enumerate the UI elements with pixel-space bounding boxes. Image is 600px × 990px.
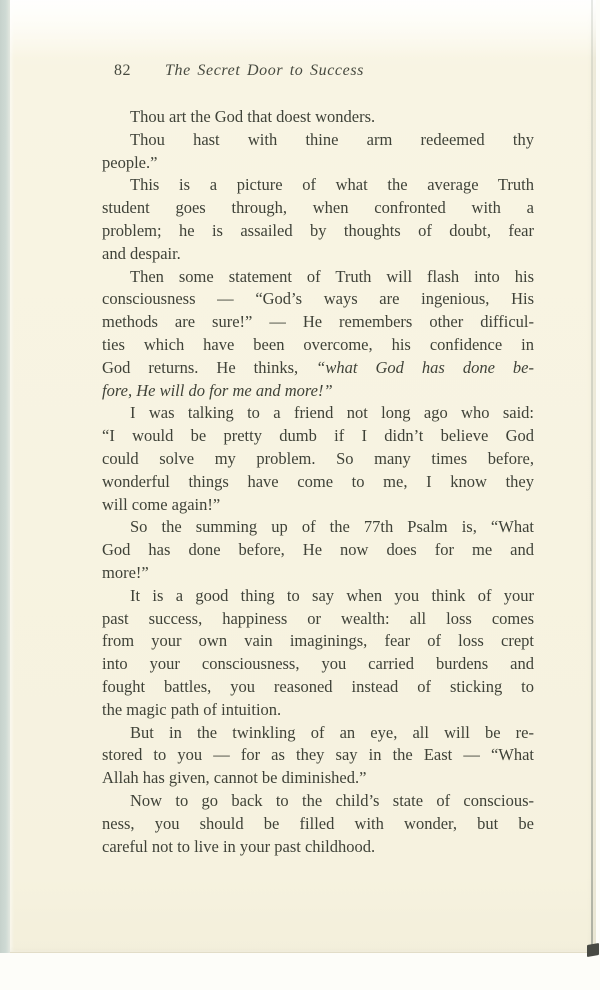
- text-line: [102, 266, 534, 289]
- paragraph: [102, 516, 534, 584]
- text-segment: Then some statement of Truth will flash into his: [130, 266, 534, 286]
- text-segment: This is a picture of what the average Truth: [130, 175, 534, 195]
- text-segment: past success, happiness or wealth: all loss comes: [102, 608, 534, 628]
- text-line: [102, 243, 534, 266]
- text-segment: and despair.: [102, 243, 181, 263]
- running-title: The Secret Door to Success: [165, 62, 364, 79]
- text-line: [102, 334, 534, 357]
- text-segment: Thou hast with thine arm redeemed thy: [130, 129, 534, 149]
- text-segment: the magic path of intuition.: [102, 699, 282, 719]
- text-line: [102, 425, 534, 448]
- body-text: [102, 106, 534, 858]
- text-line: [102, 585, 534, 608]
- book-page: [10, 0, 596, 953]
- text-line: [102, 790, 534, 813]
- text-line: [102, 471, 534, 494]
- text-segment: more!”: [102, 562, 149, 582]
- italic-text-segment: “what God has done be-: [316, 357, 534, 377]
- text-line: [102, 608, 534, 631]
- text-line: [102, 722, 534, 745]
- paragraph: [102, 129, 534, 175]
- text-line: [102, 836, 534, 859]
- text-segment: But in the twinkling of an eye, all will be re-: [130, 722, 534, 742]
- paragraph: [102, 174, 534, 265]
- text-line: [102, 630, 534, 653]
- text-segment: people.”: [102, 152, 158, 172]
- text-line: [102, 402, 534, 425]
- text-segment: God has done before, He now does for me and: [102, 540, 534, 560]
- text-line: [102, 197, 534, 220]
- text-line: [102, 676, 534, 699]
- text-segment: will come again!”: [102, 494, 221, 514]
- text-line: [102, 699, 534, 722]
- text-segment: problem; he is assailed by thoughts of doubt, fear: [102, 220, 534, 240]
- text-segment: Allah has given, cannot be diminished.”: [102, 768, 367, 788]
- text-segment: consciousness — “God’s ways are ingenious, His: [102, 289, 534, 309]
- text-segment: Now to go back to the child’s state of conscious-: [130, 790, 534, 810]
- paragraph: [102, 106, 534, 129]
- text-line: [102, 494, 534, 517]
- page-header: [114, 62, 546, 80]
- text-line: [102, 562, 534, 585]
- text-segment: God returns. He thinks,: [102, 357, 317, 377]
- text-line: [102, 539, 534, 562]
- paragraph: [102, 266, 534, 403]
- text-line: [102, 380, 534, 403]
- text-line: [102, 813, 534, 836]
- text-segment: fought battles, you reasoned instead of sticking to: [102, 676, 534, 696]
- italic-text-segment: fore, He will do for me and more!”: [102, 380, 333, 400]
- paragraph: [102, 722, 534, 790]
- paragraph: [102, 402, 534, 516]
- scanner-edge-strip: [0, 0, 10, 953]
- text-line: [102, 152, 534, 175]
- text-segment: stored to you — for as they say in the East — “What: [102, 745, 534, 765]
- scan-corner-mark: [587, 943, 599, 957]
- text-line: [102, 220, 534, 243]
- text-segment: student goes through, when confronted with a: [102, 198, 534, 218]
- paragraph: [102, 585, 534, 722]
- paragraph: [102, 790, 534, 858]
- text-line: [102, 129, 534, 152]
- text-line: [102, 311, 534, 334]
- text-segment: ties which have been overcome, his confidence in: [102, 334, 534, 354]
- text-line: [102, 767, 534, 790]
- text-segment: could solve my problem. So many times before,: [102, 448, 534, 468]
- text-segment: Thou art the God that doest wonders.: [130, 107, 376, 126]
- text-segment: So the summing up of the 77th Psalm is, “What: [130, 517, 534, 537]
- page-number: 82: [114, 62, 131, 79]
- page-edge-shadow: [591, 0, 593, 950]
- text-segment: into your consciousness, you carried burdens and: [102, 654, 534, 674]
- text-line: [102, 106, 534, 129]
- text-line: [102, 357, 534, 380]
- text-line: [102, 288, 534, 311]
- text-line: [102, 448, 534, 471]
- text-line: [102, 516, 534, 539]
- text-line: [102, 744, 534, 767]
- text-segment: ness, you should be filled with wonder, but be: [102, 813, 534, 833]
- text-line: [102, 174, 534, 197]
- text-line: [102, 653, 534, 676]
- text-segment: wonderful things have come to me, I know they: [102, 471, 534, 491]
- text-segment: “I would be pretty dumb if I didn’t believe God: [102, 426, 534, 446]
- text-segment: from your own vain imaginings, fear of loss crept: [102, 631, 534, 651]
- text-segment: careful not to live in your past childhood.: [102, 836, 376, 856]
- text-segment: It is a good thing to say when you think of your: [130, 585, 534, 605]
- text-segment: I was talking to a friend not long ago who said:: [130, 403, 534, 423]
- text-segment: methods are sure!” — He remembers other difficul-: [102, 312, 534, 332]
